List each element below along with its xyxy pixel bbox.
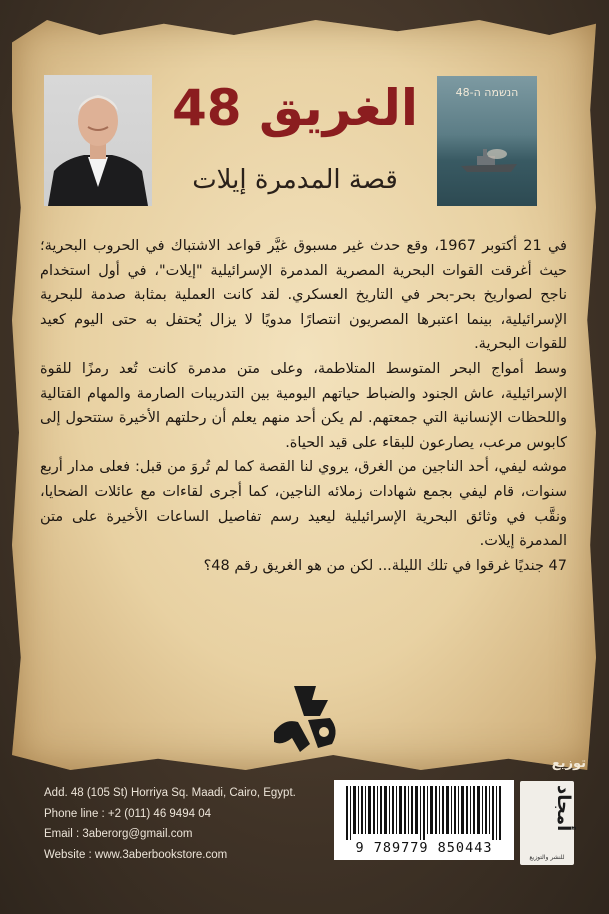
book-title: الغريق 48 bbox=[171, 79, 419, 137]
synopsis-paragraph: موشه ليفي، أحد الناجين من الغرق، يروي لنا القصة كما لم تُروَ من قبل: فعلى مدار أربع سنوات، قام ليفي بجمع شهادات زملائه الناجين، كما أجرى لقاءات مع عائلات الضحايا، ونقَّب في وثائق البحرية الإسرائيلية ليعيد رسم تفاصيل الساعات الأخيرة على متن المدمرة إيلات. bbox=[40, 459, 567, 550]
publisher-website: Website : www.3aberbookstore.com bbox=[44, 848, 228, 861]
synopsis bbox=[40, 234, 567, 578]
synopsis-paragraph: 47 جنديًا غرقوا في تلك الليلة... لكن من هو الغريق رقم 48؟ bbox=[203, 557, 567, 574]
publisher-phone: Phone line : +2 (011) 46 9494 04 bbox=[44, 807, 211, 820]
publisher-contact bbox=[44, 783, 344, 865]
publisher-logo-icon bbox=[264, 682, 346, 758]
isbn-number: 9 789779 850443 bbox=[355, 840, 493, 856]
book-subtitle: قصة المدمرة إيلات bbox=[192, 165, 398, 195]
author-portrait-icon bbox=[44, 75, 152, 206]
distribution-label: توزيع bbox=[551, 756, 586, 771]
distributor-logo-tagline: للنشر والتوزيع bbox=[529, 854, 565, 861]
publisher-email: Email : 3aberorg@gmail.com bbox=[44, 828, 193, 840]
warship-icon bbox=[459, 146, 519, 174]
barcode-bars-icon bbox=[334, 780, 514, 842]
synopsis-paragraph: وسط أمواج البحر المتوسط المتلاطمة، وعلى متن مدمرة كانت تُعد رمزًا للقوة الإسرائيلية، عاش الجنود والضباط حياتهم اليومية بين التدريبات الصارمة والمهام القتالية واللحظات الإنسانية التي جمعتهم. لم يكن أحد منهم يعلم أن رحلتهم الأخيرة ستتحول إلى كابوس مرعب، يصارعون للبقاء على قيد الحياة. bbox=[40, 360, 567, 451]
cover-title: הנשמה ה-48 bbox=[455, 86, 519, 99]
distributor-logo bbox=[520, 781, 574, 865]
book-cover-thumbnail bbox=[437, 76, 537, 206]
synopsis-paragraph: في 21 أكتوبر 1967، وقع حدث غير مسبوق غيَّر قواعد الاشتباك في الحروب البحرية؛ حيث أغرقت القوات البحرية المصرية المدمرة الإسرائيلية "إيلات"، في أول استخدام ناجح لصواريخ بحر-بحر في التاريخ العسكري. لقد كانت العملية بمثابة صدمة للبحرية الإسرائيلية، بينما اعتبرها المصريون انتصارًا مدويًا لا يزال يُحتفل به حتى اليوم كعيد للقوات البحرية. bbox=[40, 238, 567, 353]
publisher-address: Add. 48 (105 St) Horriya Sq. Maadi, Cairo, Egypt. bbox=[44, 787, 296, 799]
author-photo bbox=[44, 75, 152, 206]
distributor-logo-name: أمجاد bbox=[553, 785, 574, 832]
isbn-barcode bbox=[334, 780, 514, 860]
